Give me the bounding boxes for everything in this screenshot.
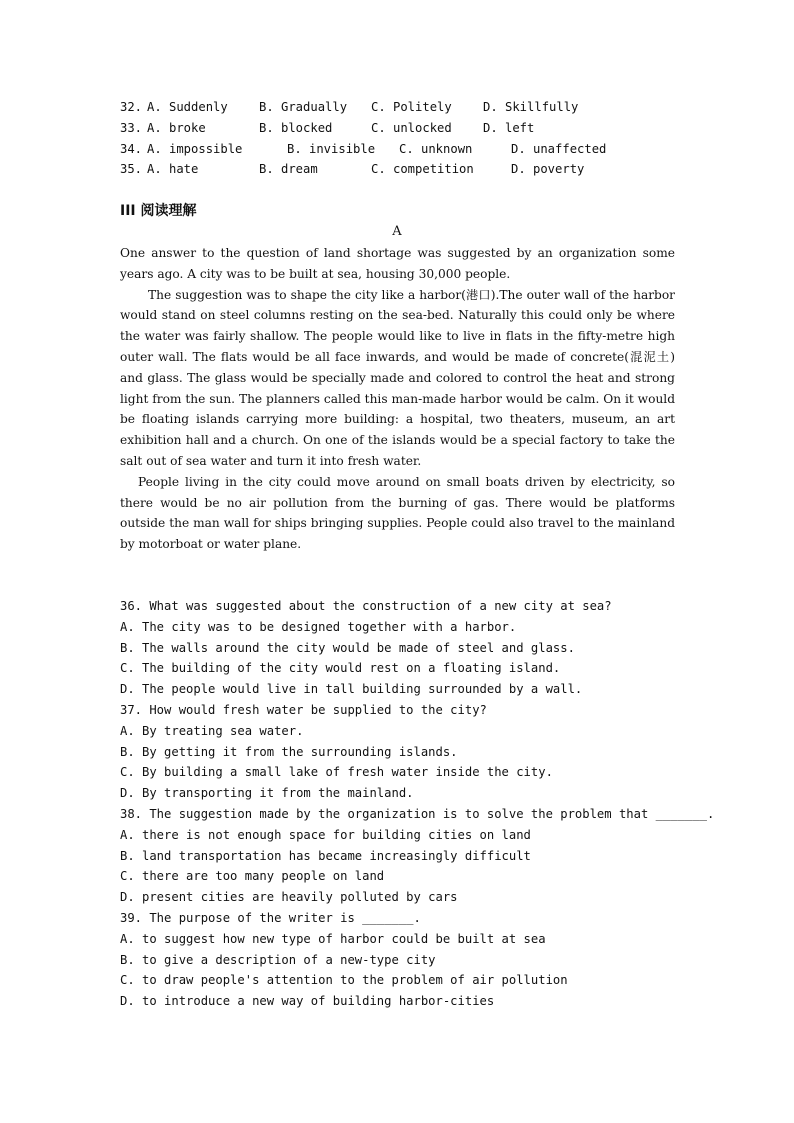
- passage-label: A: [392, 224, 402, 239]
- question-option: D. By transporting it from the mainland.: [120, 786, 414, 801]
- question-number: 32.: [120, 100, 143, 114]
- question-option: B. to give a description of a new-type city: [120, 952, 436, 967]
- cloze-option-row: [120, 97, 680, 118]
- questions-block: [120, 596, 715, 1012]
- question-option: D. present cities are heavily polluted by cars: [120, 890, 458, 905]
- passage-paragraph: One answer to the question of land shortage was suggested by an organization some years ago. A city was to be built at sea, housing 30,000 people.: [120, 246, 675, 281]
- passage-paragraph: The suggestion was to shape the city like a harbor(港口).The outer wall of the harbor would stand on steel columns resting on the sea-bed. Naturally this could only be where the water was fairly shallow. The people would like to live in flats in the fifty-metre high outer wall. The flats would be all face inwards, and would be made of concrete(混泥土) and glass. The glass would be specially made and colored to control the heat and strong light from the sun. The planners called this man-made harbor would be calm. On it would be floating islands carrying more building: a hospital, two theaters, museum, an art exhibition hall and a church. On one of the islands would be a special factory to take the salt out of sea water and turn it into fresh water.: [120, 287, 675, 468]
- question-option: B. land transportation has became increasingly difficult: [120, 848, 531, 863]
- option-a: A. impossible: [147, 141, 243, 156]
- question-option: D. The people would live in tall building surrounded by a wall.: [120, 682, 583, 697]
- option-b: B. blocked: [259, 120, 333, 135]
- question-option: A. The city was to be designed together with a harbor.: [120, 619, 517, 634]
- passage-paragraph: People living in the city could move around on small boats driven by electricity, so there would be no air pollution from the burning of gas. There would be platforms outside the man wall for ships bringing supplies. People could also travel to the mainland by motorboat or water plane.: [120, 474, 675, 552]
- question-option: A. to suggest how new type of harbor could be built at sea: [120, 931, 546, 946]
- question-number: 34.: [120, 141, 143, 156]
- question-option: A. there is not enough space for building cities on land: [120, 827, 531, 842]
- reading-passage: [120, 243, 675, 555]
- question-stem: 39. The purpose of the writer is _______.: [120, 910, 421, 925]
- option-c: C. unknown: [399, 141, 473, 156]
- option-c: C. unlocked: [371, 120, 452, 135]
- question-option: C. By building a small lake of fresh water inside the city.: [120, 765, 553, 780]
- question-option: C. The building of the city would rest on a floating island.: [120, 661, 561, 676]
- option-c: C. Politely: [371, 100, 452, 114]
- cloze-option-row: [120, 139, 680, 160]
- option-d: D. left: [483, 120, 535, 135]
- option-a: A. broke: [147, 120, 206, 135]
- option-d: D. Skillfully: [483, 100, 579, 114]
- question-option: D. to introduce a new way of building harbor-cities: [120, 994, 495, 1009]
- option-b: B. Gradually: [259, 100, 348, 114]
- question-option: B. The walls around the city would be made of steel and glass.: [120, 640, 575, 655]
- option-a: A. hate: [147, 162, 199, 177]
- option-b: B. dream: [259, 162, 318, 177]
- question-number: 33.: [120, 120, 143, 135]
- section-title: III 阅读理解: [120, 203, 197, 219]
- option-d: D. unaffected: [511, 141, 607, 156]
- cloze-options-block: [120, 97, 680, 180]
- question-option: B. By getting it from the surrounding islands.: [120, 744, 458, 759]
- question-option: A. By treating sea water.: [120, 723, 304, 738]
- question-stem: 38. The suggestion made by the organization is to solve the problem that _______.: [120, 806, 715, 821]
- question-stem: 37. How would fresh water be supplied to the city?: [120, 702, 487, 717]
- option-a: A. Suddenly: [147, 100, 228, 114]
- question-option: C. there are too many people on land: [120, 869, 385, 884]
- option-b: B. invisible: [287, 141, 376, 156]
- option-c: C. competition: [371, 162, 474, 177]
- cloze-option-row: [120, 159, 680, 180]
- question-option: C. to draw people's attention to the problem of air pollution: [120, 973, 568, 988]
- question-number: 35.: [120, 162, 143, 177]
- question-stem: 36. What was suggested about the construction of a new city at sea?: [120, 599, 612, 613]
- cloze-option-row: [120, 118, 680, 139]
- option-d: D. poverty: [511, 162, 585, 177]
